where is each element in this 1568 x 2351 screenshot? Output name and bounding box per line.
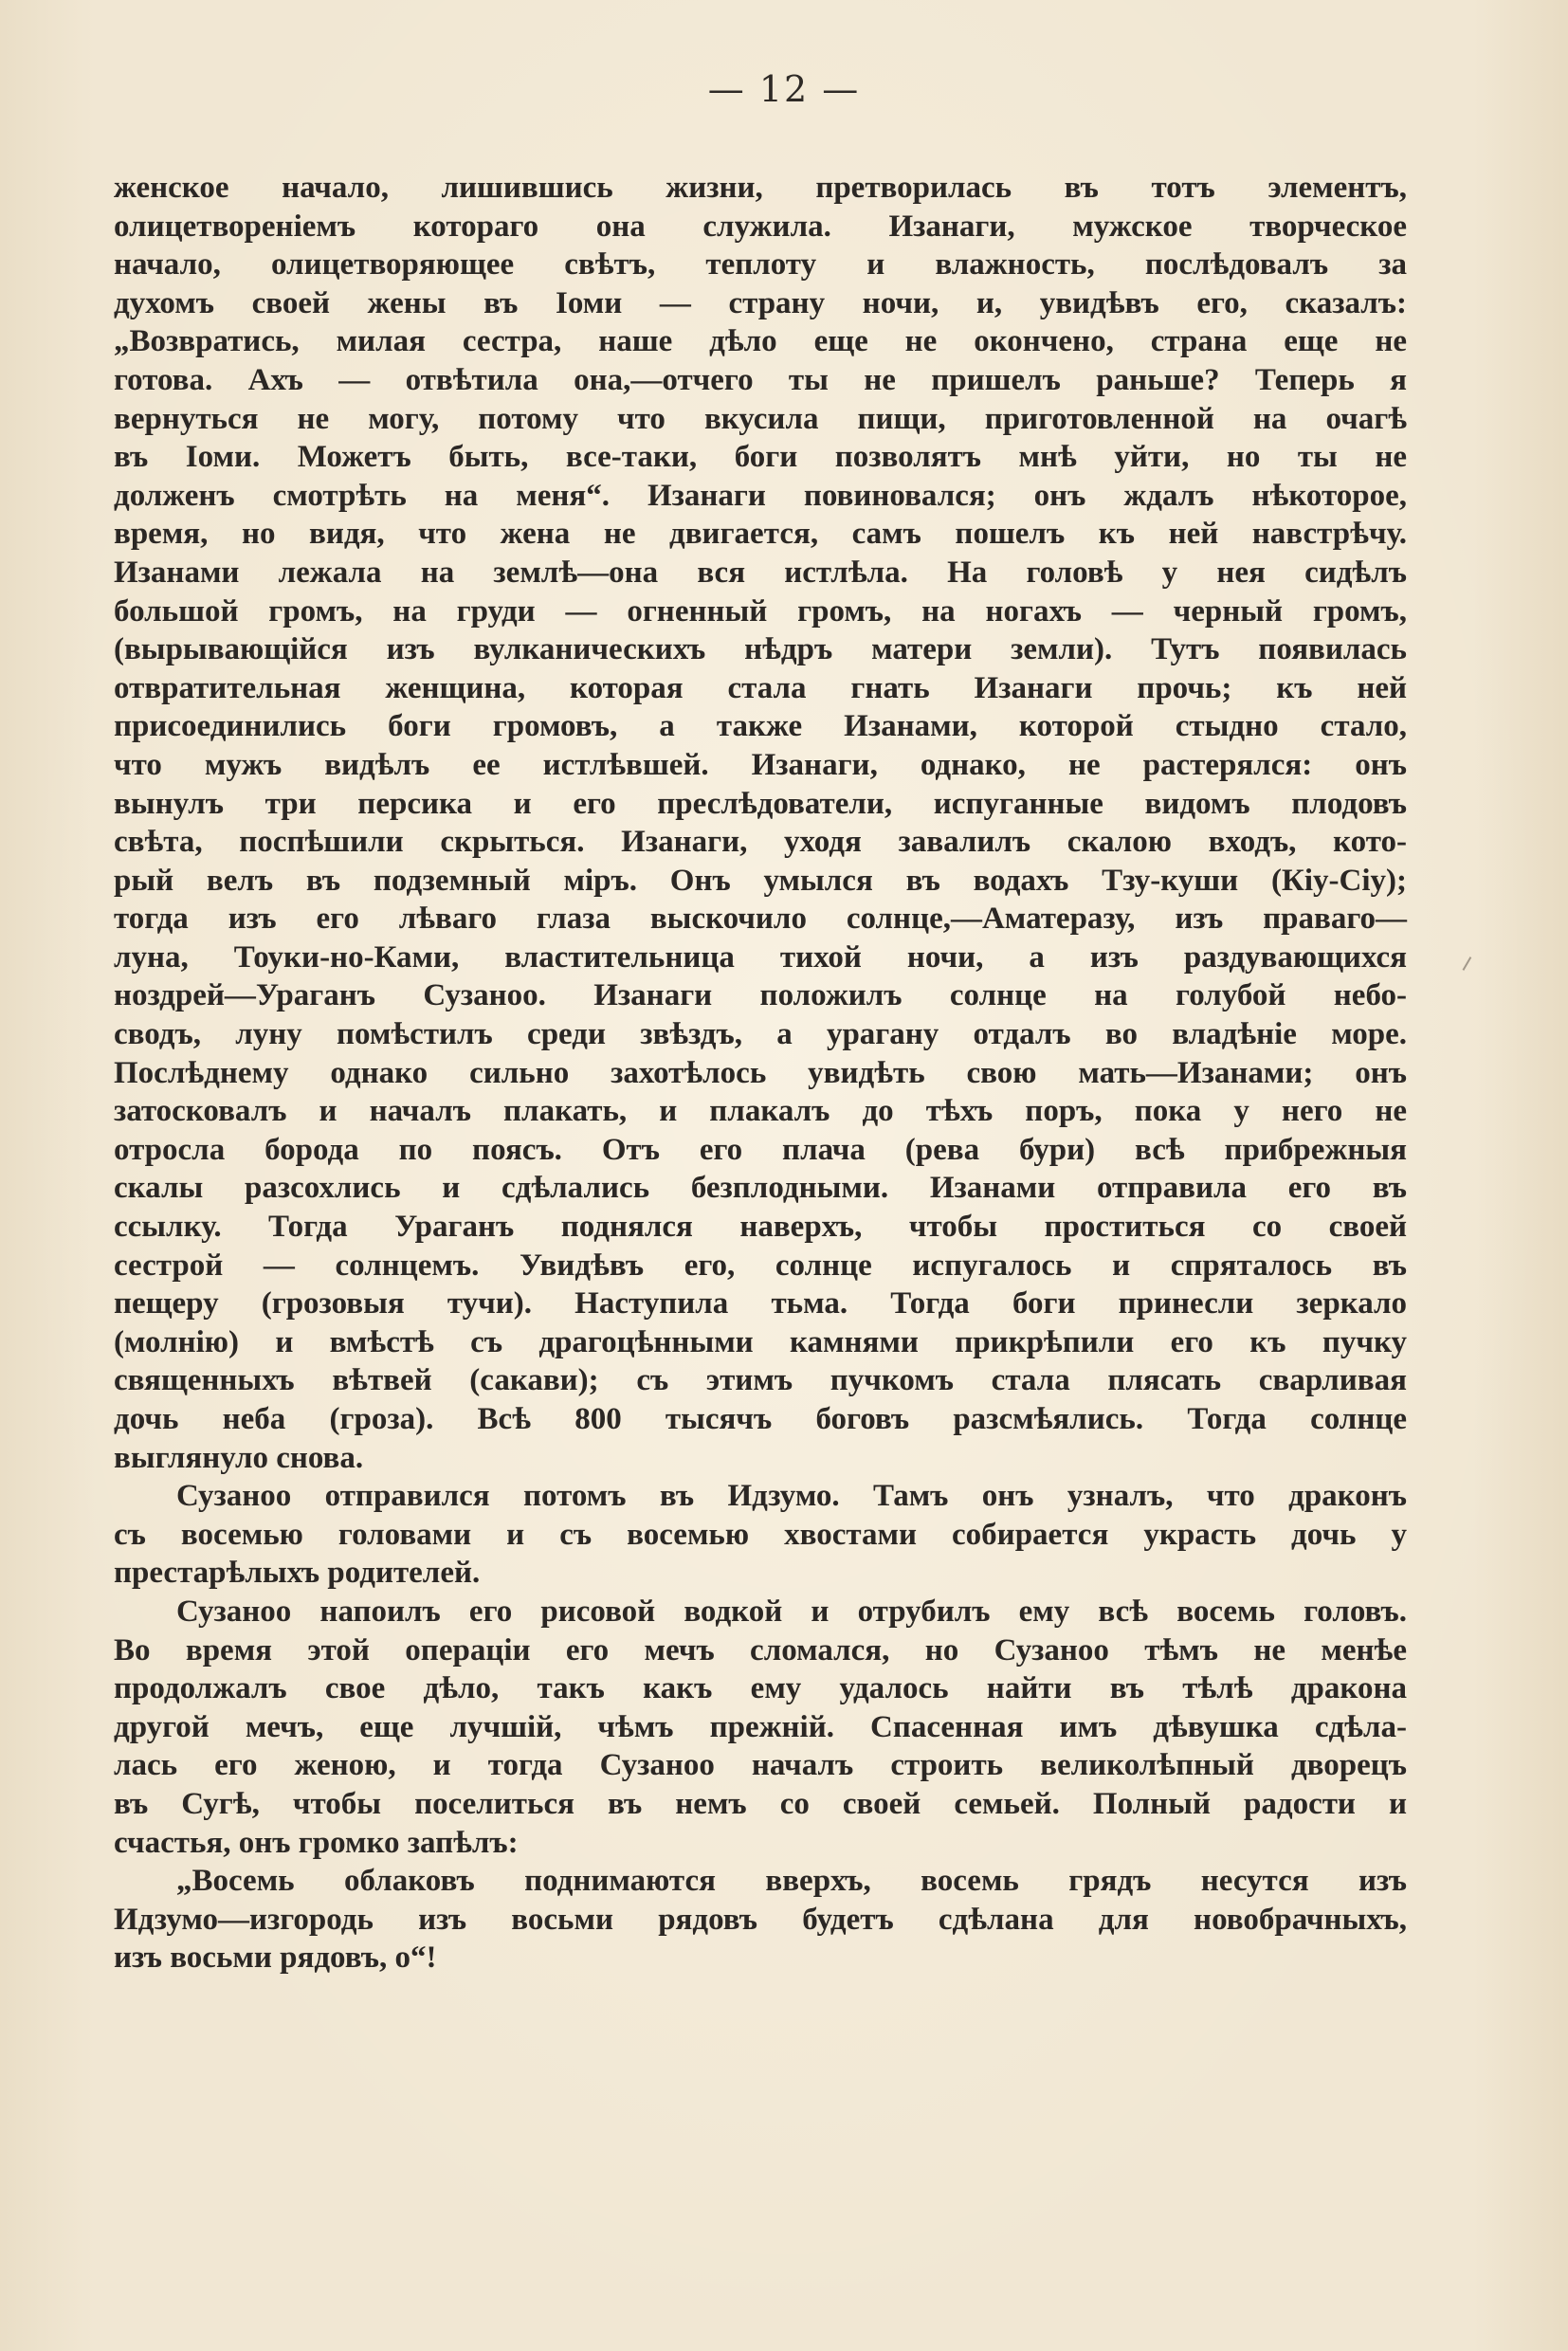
text-line: священныхъ вѣтвей (сакави); съ этимъ пучкомъ стала плясать сварливая bbox=[114, 1363, 1407, 1398]
text-line: начало, олицетворяющее свѣтъ, теплоту и влажность, послѣдовалъ за bbox=[114, 247, 1407, 282]
text-line: престарѣлыхъ родителей. bbox=[114, 1556, 481, 1591]
margin-pencil-mark bbox=[1463, 957, 1477, 974]
text-line: готова. Ахъ — отвѣтила она,—отчего ты не пришелъ раньше? Теперь я bbox=[114, 362, 1407, 397]
text-line: вынулъ три персика и его преслѣдователи, испуганные видомъ плодовъ bbox=[114, 786, 1407, 821]
text-line: изъ восьми рядовъ, о“! bbox=[114, 1941, 437, 1976]
text-line: отвратительная женщина, которая стала гнать Изанаги прочь; къ ней bbox=[114, 670, 1407, 705]
text-line: Идзумо—изгородь изъ восьми рядовъ будетъ сдѣлана для новобрачныхъ, bbox=[114, 1902, 1407, 1937]
text-line: Сузаноо отправился потомъ въ Идзумо. Тамъ онъ узналъ, что драконъ bbox=[176, 1479, 1407, 1514]
paragraph bbox=[114, 169, 1407, 1477]
text-line: (вырывающійся изъ вулканическихъ нѣдръ матери земли). Тутъ появилась bbox=[114, 632, 1407, 667]
text-line: дочь неба (гроза). Всѣ 800 тысячъ боговъ разсмѣялись. Тогда солнце bbox=[114, 1402, 1407, 1436]
text-line: время, но видя, что жена не двигается, самъ пошелъ къ ней навстрѣчу. bbox=[114, 517, 1407, 552]
text-line: „Возвратись, милая сестра, наше дѣло еще не окончено, страна еще не bbox=[114, 324, 1407, 359]
text-line: большой громъ, на груди — огненный громъ, на ногахъ — черный громъ, bbox=[114, 593, 1407, 629]
text-line: Во время этой операціи его мечъ сломался, но Сузаноо тѣмъ не менѣе bbox=[114, 1632, 1407, 1668]
text-line: „Восемь облаковъ поднимаются вверхъ, восемь грядъ несутся изъ bbox=[176, 1864, 1407, 1899]
text-line: рый велъ въ подземный міръ. Онъ умылся въ водахъ Тзу-куши (Кіу-Сіу); bbox=[114, 863, 1407, 898]
text-line: счастья, онъ громко запѣлъ: bbox=[114, 1825, 519, 1860]
text-line: свѣта, поспѣшили скрыться. Изанаги, уходя завалилъ скалою входъ, кото- bbox=[114, 825, 1407, 860]
text-line: луна, Тоуки-но-Ками, властительница тихой ночи, а изъ раздувающихся bbox=[114, 939, 1407, 975]
text-line: другой мечъ, еще лучшій, чѣмъ прежній. Спасенная имъ дѣвушка сдѣла- bbox=[114, 1709, 1407, 1744]
text-line: Сузаноо напоилъ его рисовой водкой и отрубилъ ему всѣ восемь головъ. bbox=[176, 1594, 1407, 1629]
body-text bbox=[114, 169, 1407, 1977]
text-line: олицетвореніемъ котораго она служила. Изанаги, мужское творческое bbox=[114, 209, 1407, 244]
text-line: сестрой — солнцемъ. Увидѣвъ его, солнце испугалось и спряталось въ bbox=[114, 1248, 1407, 1283]
paragraph bbox=[114, 1477, 1407, 1593]
text-line: долженъ смотрѣть на меня“. Изанаги повиновался; онъ ждалъ нѣкоторое, bbox=[114, 478, 1407, 513]
text-line: съ восемью головами и съ восемью хвостами собирается украсть дочь у bbox=[114, 1517, 1407, 1552]
text-line: пещеру (грозовыя тучи). Наступила тьма. Тогда боги принесли зеркало bbox=[114, 1286, 1407, 1321]
text-line: что мужъ видѣлъ ее истлѣвшей. Изанаги, однако, не растерялся: онъ bbox=[114, 747, 1407, 782]
text-line: (молнію) и вмѣстѣ съ драгоцѣнными камнями прикрѣпили его къ пучку bbox=[114, 1324, 1407, 1359]
text-line: отросла борода по поясъ. Отъ его плача (рева бури) всѣ прибрежныя bbox=[114, 1132, 1407, 1167]
text-line: духомъ своей жены въ Іоми — страну ночи, и, увидѣвъ его, сказалъ: bbox=[114, 285, 1407, 320]
text-line: ноздрей—Ураганъ Сузаноо. Изанаги положилъ солнце на голубой небо- bbox=[114, 978, 1407, 1013]
text-line: ссылку. Тогда Ураганъ поднялся наверхъ, чтобы проститься со своей bbox=[114, 1210, 1407, 1245]
text-line: Послѣднему однако сильно захотѣлось увидѣть свою мать—Изанами; онъ bbox=[114, 1055, 1407, 1090]
text-line: выглянуло снова. bbox=[114, 1440, 364, 1475]
page-number: — 12 — bbox=[707, 68, 861, 110]
text-line: тогда изъ его лѣваго глаза выскочило солнце,—Аматеразу, изъ праваго— bbox=[114, 902, 1407, 937]
text-line: сводъ, луну помѣстилъ среди звѣздъ, а урагану отдалъ во владѣніе море. bbox=[114, 1017, 1407, 1052]
text-line: скалы разсохлись и сдѣлались безплодными. Изанами отправила его въ bbox=[114, 1171, 1407, 1206]
text-line: лась его женою, и тогда Сузаноо началъ строить великолѣпный дворецъ bbox=[114, 1748, 1407, 1783]
text-line: вернуться не могу, потому что вкусила пищи, приготовленной на очагѣ bbox=[114, 401, 1407, 436]
text-line: въ Сугѣ, чтобы поселиться въ немъ со своей семьей. Полный радости и bbox=[114, 1786, 1407, 1821]
text-line: въ Іоми. Можетъ быть, все-таки, боги позволятъ мнѣ уйти, но ты не bbox=[114, 440, 1407, 475]
text-line: продолжалъ свое дѣло, такъ какъ ему удалось найти въ тѣлѣ дракона bbox=[114, 1671, 1407, 1706]
paragraph bbox=[114, 1862, 1407, 1977]
paragraph bbox=[114, 1593, 1407, 1862]
text-line: присоединились боги громовъ, а также Изанами, которой стыдно стало, bbox=[114, 709, 1407, 744]
text-line: Изанами лежала на землѣ—она вся истлѣла. На головѣ у нея сидѣлъ bbox=[114, 555, 1407, 590]
text-line: затосковалъ и началъ плакать, и плакалъ до тѣхъ поръ, пока у него не bbox=[114, 1094, 1407, 1129]
text-line: женское начало, лишившись жизни, претворилась въ тотъ элементъ, bbox=[114, 171, 1407, 205]
